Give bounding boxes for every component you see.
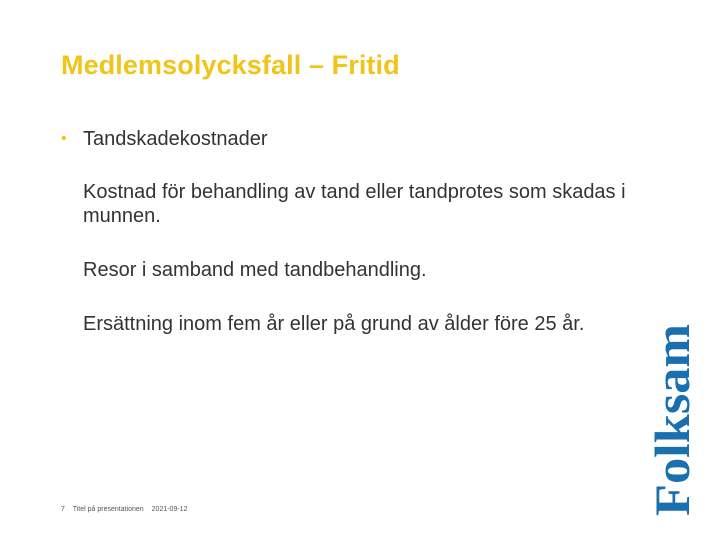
paragraph-travel: Resor i samband med tandbehandling. bbox=[83, 259, 427, 281]
bullet-icon: • bbox=[61, 130, 67, 147]
folksam-logo-text: Folksam bbox=[644, 332, 700, 516]
footer bbox=[61, 506, 193, 513]
paragraph-compensation-time: Ersättning inom fem år eller på grund av ålder före 25 år. bbox=[83, 313, 585, 335]
footer-date: 2021-09-12 bbox=[151, 506, 188, 513]
footer-presentation-title: Titel på presentationen bbox=[72, 506, 144, 513]
bullet-heading: Tandskadekostnader bbox=[83, 128, 268, 150]
paragraph-treatment-cost: Kostnad för behandling av tand eller tandprotes som skadas i munnen. bbox=[83, 181, 626, 227]
folksam-logo bbox=[644, 322, 700, 518]
footer-page-number: 7 bbox=[61, 506, 65, 513]
bullet-item bbox=[61, 128, 268, 151]
slide-title: Medlemsolycksfall – Fritid bbox=[61, 50, 400, 80]
